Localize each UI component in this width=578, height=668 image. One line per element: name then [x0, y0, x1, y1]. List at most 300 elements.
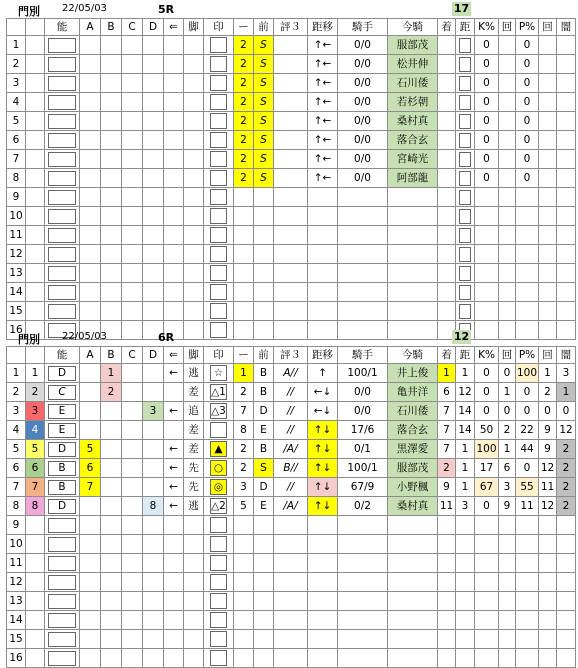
horse-number: [7, 207, 26, 226]
prev-rank: [234, 573, 254, 592]
dark-score: [557, 535, 576, 554]
distance-move: [308, 459, 338, 478]
running-style-text: 差: [188, 385, 199, 398]
prev-rank: [234, 402, 254, 421]
horse-number: [7, 74, 26, 93]
jockey-stats-text: 0/0: [354, 404, 371, 417]
col-a: [80, 478, 101, 497]
arrow-cell-text: ←: [169, 366, 178, 379]
header-row: [7, 347, 576, 364]
dark-score: [557, 302, 576, 321]
horse-number-text: 15: [9, 632, 23, 645]
col-a: [80, 402, 101, 421]
horse-number-text: 13: [9, 266, 23, 279]
arrow-cell: [164, 478, 184, 497]
dark-score: [557, 245, 576, 264]
col-d: [143, 150, 164, 169]
current-jockey: [388, 169, 438, 188]
prev-rank-text: 7: [240, 404, 247, 417]
running-style: [184, 207, 204, 226]
ability-box: [48, 537, 76, 552]
col-b: [101, 169, 122, 188]
p-percent: [516, 131, 539, 150]
k-percent: [475, 440, 499, 459]
ability-cell: [45, 364, 80, 383]
col-d: [143, 93, 164, 112]
distance-move-text: ↑: [318, 366, 327, 379]
ability-cell: [45, 131, 80, 150]
k-percent: [475, 302, 499, 321]
running-style: [184, 169, 204, 188]
col-d: [143, 131, 164, 150]
p-percent-text: 0: [523, 114, 531, 127]
arrow-cell: [164, 459, 184, 478]
p-percent: [516, 592, 539, 611]
arrow-cell: [164, 264, 184, 283]
table-row: [7, 150, 576, 169]
k-percent: [475, 364, 499, 383]
prev-rank: [234, 611, 254, 630]
header-blank: [7, 19, 26, 36]
running-style: [184, 364, 204, 383]
finish: [438, 554, 456, 573]
count-1-text: 6: [503, 461, 511, 474]
prev-rank: [234, 226, 254, 245]
count-1: [499, 383, 516, 402]
jockey-stats: [338, 459, 388, 478]
col-d: [143, 264, 164, 283]
distance-cell-text: 14: [458, 423, 472, 436]
horse-number: [7, 36, 26, 55]
column-header-text: P%: [518, 21, 536, 33]
count-2: [539, 592, 557, 611]
ability-cell: [45, 169, 80, 188]
count-1-text: 1: [503, 385, 511, 398]
mark-cell: [204, 573, 234, 592]
prev-rank-text: 5: [240, 499, 247, 512]
count-1: [499, 150, 516, 169]
gate-number-text: 6: [31, 461, 39, 474]
count-1: [499, 131, 516, 150]
k-percent: [475, 264, 499, 283]
arrow-cell: [164, 112, 184, 131]
prev-rank-text: 2: [240, 38, 247, 51]
mark-box: [210, 631, 227, 647]
ability-cell: [45, 226, 80, 245]
jockey-stats: [338, 283, 388, 302]
jockey-stats: [338, 554, 388, 573]
horse-number-text: 7: [12, 480, 20, 493]
k-percent: [475, 611, 499, 630]
column-header-text: 印: [213, 21, 224, 33]
distance-move: [308, 364, 338, 383]
col-d: [143, 554, 164, 573]
mark-cell: [204, 516, 234, 535]
arrow-cell: [164, 245, 184, 264]
col-a: [80, 611, 101, 630]
table-row: [7, 364, 576, 383]
count-2: [539, 554, 557, 573]
column-header: [388, 19, 438, 36]
col-c: [122, 440, 143, 459]
jockey-stats-text: 0/2: [354, 499, 371, 512]
horse-number: [7, 554, 26, 573]
prev-rank: [234, 630, 254, 649]
gate-number: [26, 55, 45, 74]
ability-cell: [45, 93, 80, 112]
finish: [438, 383, 456, 402]
count-1: [499, 554, 516, 573]
count-2: [539, 131, 557, 150]
distance-move: [308, 207, 338, 226]
col-b: [101, 573, 122, 592]
col-d: [143, 36, 164, 55]
dark-score-text: 2: [562, 480, 570, 493]
mark-box: ☆: [210, 365, 227, 381]
horse-number-text: 6: [12, 133, 20, 146]
col-c: [122, 226, 143, 245]
ability-box: [48, 613, 76, 628]
prev-grade: [254, 93, 274, 112]
arrow-cell: [164, 611, 184, 630]
mark-box: [210, 650, 227, 666]
mark-cell: [204, 421, 234, 440]
p-percent: [516, 478, 539, 497]
ability-box: [48, 518, 76, 533]
column-header-text: ー: [238, 349, 249, 361]
column-header-text: 脚: [188, 21, 199, 33]
col-d: [143, 611, 164, 630]
running-style-text: 差: [188, 423, 199, 436]
horse-number-text: 13: [9, 594, 23, 607]
col-a: [80, 364, 101, 383]
prev-grade: [254, 131, 274, 150]
mark-cell: [204, 383, 234, 402]
distance-cell-text: 1: [461, 442, 469, 455]
column-header-text: 評３: [280, 21, 301, 33]
k-percent: [475, 535, 499, 554]
dark-score: [557, 264, 576, 283]
running-style: [184, 264, 204, 283]
column-header-text: K%: [478, 349, 495, 361]
k-percent: [475, 226, 499, 245]
prev-rank-text: 2: [240, 442, 247, 455]
p-percent: [516, 169, 539, 188]
finish: [438, 364, 456, 383]
arrow-cell-text: ←: [169, 461, 178, 474]
mark-box: [210, 170, 227, 186]
k-percent-text: 0: [483, 133, 490, 146]
col-b: [101, 245, 122, 264]
col-b: [101, 364, 122, 383]
horse-number-text: 12: [9, 575, 23, 588]
ability-cell: [45, 264, 80, 283]
current-jockey-text: 服部茂: [396, 38, 429, 51]
prev-grade-text: S: [260, 76, 267, 89]
running-style: [184, 516, 204, 535]
p-percent-text: 11: [520, 499, 534, 512]
count-1: [499, 264, 516, 283]
column-header: [143, 19, 164, 36]
gate-number-text: 5: [31, 442, 39, 455]
column-header: [274, 19, 308, 36]
horse-number-text: 3: [12, 76, 20, 89]
p-percent: [516, 93, 539, 112]
race-table: [6, 18, 576, 340]
count-2-text: 11: [540, 480, 555, 493]
mark-box: [210, 37, 227, 53]
current-jockey: [388, 478, 438, 497]
ability-cell: [45, 55, 80, 74]
col-a: [80, 264, 101, 283]
gate-number-text: 2: [31, 385, 39, 398]
col-a: [80, 535, 101, 554]
column-header: [557, 19, 576, 36]
distance-cell-text: 1: [461, 366, 469, 379]
ability-box: D: [48, 499, 76, 514]
column-header-text: 距: [459, 21, 471, 33]
distance-box: [459, 304, 471, 319]
col-b: [101, 36, 122, 55]
col-d: [143, 226, 164, 245]
prev-grade: [254, 649, 274, 668]
col-d: [143, 383, 164, 402]
distance-cell: [456, 364, 475, 383]
gate-number: [26, 649, 45, 668]
finish: [438, 459, 456, 478]
column-header-text: 闇: [560, 21, 572, 33]
eval3: [274, 74, 308, 93]
col-d: [143, 592, 164, 611]
p-percent: [516, 364, 539, 383]
count-1: [499, 402, 516, 421]
p-percent: [516, 245, 539, 264]
col-b: [101, 592, 122, 611]
k-percent: [475, 131, 499, 150]
ability-box: [48, 556, 76, 571]
col-b: [101, 207, 122, 226]
col-c: [122, 497, 143, 516]
ability-box: [48, 651, 76, 666]
mark-box: [210, 612, 227, 628]
table-row: [7, 188, 576, 207]
k-percent: [475, 150, 499, 169]
count-2: [539, 74, 557, 93]
horse-number: [7, 93, 26, 112]
col-d: [143, 364, 164, 383]
race-header: [0, 2, 578, 18]
column-header-text: 今騎: [402, 21, 423, 33]
col-b: [101, 93, 122, 112]
col-d: [143, 302, 164, 321]
jockey-stats: [338, 188, 388, 207]
k-percent-text: 0: [483, 366, 490, 379]
mark-cell: [204, 478, 234, 497]
current-jockey-text: 桑村真: [396, 114, 429, 127]
distance-box: [459, 190, 471, 205]
distance-cell: [456, 112, 475, 131]
eval3: [274, 630, 308, 649]
distance-move: [308, 302, 338, 321]
col-d: [143, 497, 164, 516]
distance-move-text: ↑←: [313, 38, 332, 51]
gate-number: [26, 402, 45, 421]
current-jockey: [388, 459, 438, 478]
finish: [438, 421, 456, 440]
arrow-cell: [164, 383, 184, 402]
mark-cell: [204, 283, 234, 302]
count-1: [499, 421, 516, 440]
prev-grade-text: D: [259, 404, 268, 417]
mark-box: [210, 574, 227, 590]
arrow-cell: [164, 131, 184, 150]
col-c: [122, 478, 143, 497]
table-row: [7, 36, 576, 55]
arrow-cell: [164, 649, 184, 668]
prev-grade: [254, 421, 274, 440]
prev-grade: [254, 383, 274, 402]
table-row: [7, 302, 576, 321]
mark-cell: [204, 36, 234, 55]
jockey-stats: [338, 535, 388, 554]
p-percent: [516, 649, 539, 668]
column-header: [557, 347, 576, 364]
finish-text: 9: [443, 480, 450, 493]
col-c: [122, 649, 143, 668]
count-2: [539, 497, 557, 516]
finish: [438, 497, 456, 516]
horse-number: [7, 478, 26, 497]
eval3: [274, 535, 308, 554]
column-header: [143, 347, 164, 364]
count-2: [539, 383, 557, 402]
jockey-stats-text: 0/0: [354, 171, 371, 184]
p-percent: [516, 55, 539, 74]
dark-score: [557, 36, 576, 55]
column-header-text: C: [128, 349, 136, 361]
k-percent: [475, 245, 499, 264]
jockey-stats: [338, 649, 388, 668]
current-jockey: [388, 188, 438, 207]
column-header-text: 前: [258, 21, 269, 33]
prev-grade: [254, 55, 274, 74]
p-percent: [516, 440, 539, 459]
mark-box: [210, 56, 227, 72]
col-c: [122, 302, 143, 321]
jockey-stats: [338, 36, 388, 55]
finish: [438, 226, 456, 245]
distance-move-text: ↑←: [313, 57, 332, 70]
k-percent: [475, 93, 499, 112]
running-style: [184, 459, 204, 478]
p-percent: [516, 421, 539, 440]
distance-cell: [456, 497, 475, 516]
prev-rank: [234, 169, 254, 188]
prev-rank: [234, 55, 254, 74]
race-number: 6R: [158, 331, 175, 344]
running-style: [184, 74, 204, 93]
finish: [438, 131, 456, 150]
finish: [438, 245, 456, 264]
running-style: [184, 592, 204, 611]
column-header: [184, 19, 204, 36]
col-a: [80, 630, 101, 649]
col-c: [122, 264, 143, 283]
prev-rank: [234, 516, 254, 535]
distance-cell: [456, 169, 475, 188]
ability-box: D: [48, 366, 76, 381]
current-jockey: [388, 421, 438, 440]
distance-move: [308, 55, 338, 74]
prev-grade: [254, 36, 274, 55]
col-d: [143, 112, 164, 131]
column-header-text: A: [86, 349, 94, 361]
horse-number-text: 14: [9, 285, 23, 298]
col-c: [122, 74, 143, 93]
jockey-stats: [338, 573, 388, 592]
distance-cell: [456, 611, 475, 630]
prev-rank: [234, 535, 254, 554]
k-percent-text: 0: [483, 385, 490, 398]
table-row: [7, 264, 576, 283]
arrow-cell: [164, 554, 184, 573]
horse-number: [7, 611, 26, 630]
column-header: [308, 19, 338, 36]
col-b: [101, 611, 122, 630]
running-style: [184, 226, 204, 245]
arrow-cell: [164, 535, 184, 554]
current-jockey: [388, 611, 438, 630]
course-name: 門別: [18, 5, 40, 18]
mark-cell: [204, 112, 234, 131]
column-header-text: B: [107, 349, 115, 361]
running-style: [184, 440, 204, 459]
gate-number: [26, 383, 45, 402]
col-c: [122, 283, 143, 302]
distance-move: [308, 573, 338, 592]
k-percent-text: 0: [483, 152, 490, 165]
count-2-text: 12: [540, 461, 555, 474]
col-b: [101, 112, 122, 131]
race-number: 5R: [158, 3, 175, 16]
column-header-text: 着: [441, 21, 452, 33]
mark-box: [210, 593, 227, 609]
col-a: [80, 440, 101, 459]
current-jockey: [388, 440, 438, 459]
prev-rank-text: 3: [240, 480, 247, 493]
gate-number-text: 4: [31, 423, 39, 436]
column-header: [204, 347, 234, 364]
count-1-text: 1: [503, 442, 511, 455]
distance-box: [459, 133, 471, 148]
count-1: [499, 611, 516, 630]
col-a: [80, 74, 101, 93]
ability-cell: [45, 478, 80, 497]
eval3-text: /A/: [283, 442, 298, 455]
horse-number-text: 9: [12, 190, 20, 203]
mark-cell: [204, 169, 234, 188]
ability-box: [48, 76, 76, 91]
col-a: [80, 112, 101, 131]
horse-number: [7, 516, 26, 535]
horse-number-text: 16: [9, 323, 23, 336]
eval3: [274, 169, 308, 188]
current-jockey: [388, 364, 438, 383]
prev-grade-text: B: [259, 442, 268, 455]
mark-cell: [204, 497, 234, 516]
ability-cell: [45, 421, 80, 440]
table-row: [7, 169, 576, 188]
